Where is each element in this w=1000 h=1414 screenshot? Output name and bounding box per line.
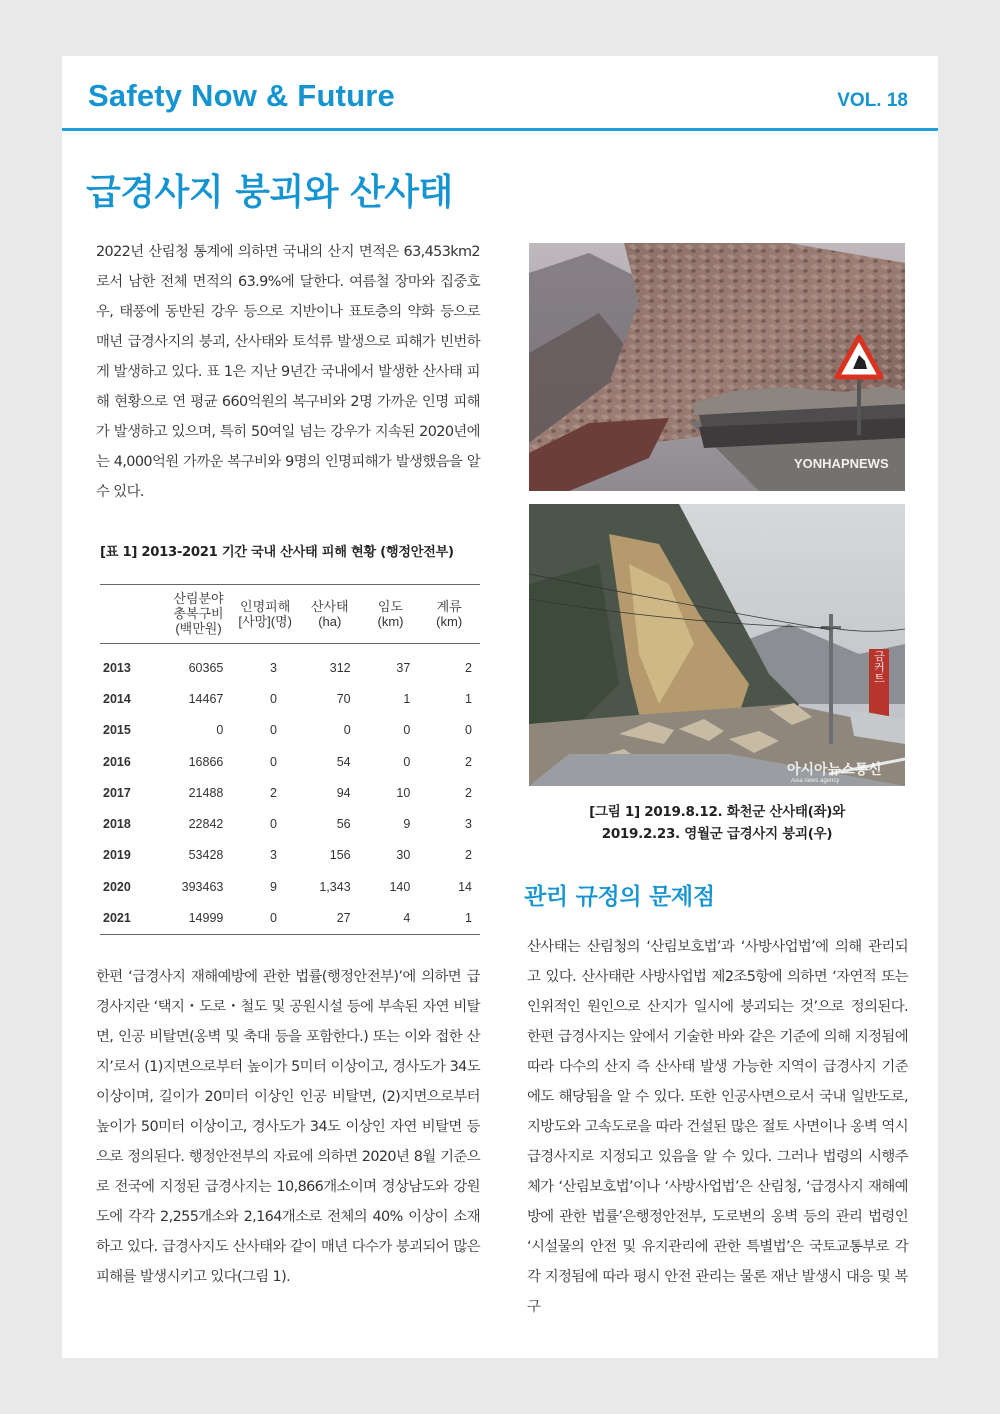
landslide-damage-table — [100, 584, 480, 935]
year-cell: 2014 — [103, 691, 131, 706]
table-header-row — [100, 585, 480, 644]
value-cell: 0 — [465, 723, 472, 738]
landslide-photo-hwacheon — [529, 243, 905, 491]
value-cell: 312 — [329, 660, 351, 675]
value-cell: 393463 — [181, 879, 224, 894]
value-cell: 3 — [269, 848, 277, 863]
value-cell: 94 — [336, 785, 351, 800]
asianews-watermark: 아시아뉴스통신 — [787, 762, 882, 778]
regulation-paragraph: 산사태는 산림청의 ‘산림보호법’과 ‘사방사업법’에 의해 관리되고 있다. 산사태란 사방사업법 제2조5항에 의하면 ‘자연적 또는 인위적인 원인으로 산지가 일시에 붕괴되는 것’으로 정의된다. 한편 급경사지는 앞에서 기술한 바와 같은 기준에 의해 지정됨에 따라 다수의 산지 즉 산사태 발생 가능한 지역이 급경사지 기준에도 해당됨을 알 수 있다. 또한 인공사면으로서 국내 일반도로, 지방도와 고속도로을 따라 건설된 많은 절토 사면이나 옹벽 역시 급경사지로 지정되고 있음을 알 수 있다. 그러나 법령의 시행주체가 ‘산림보호법’이나 ‘사방사업법’은 산림청, ‘급경사지 재해예방에 관한 법률’은행정안전부, 도로변의 옹벽 등의 관리 법령인 ‘시설물의 안전 및 유지관리에 관한 특별법’은 국토교통부로 각각 지정됨에 따라 평시 안전 관리는 물론 재난 발생시 대응 및 복구 — [527, 939, 908, 1315]
value-cell: 14 — [458, 879, 472, 894]
table-row — [100, 746, 480, 777]
value-cell: 3 — [269, 660, 277, 675]
value-cell: 22842 — [188, 817, 224, 832]
figure-caption-line2: 2019.2.23. 영월군 급경사지 붕괴(우) — [601, 826, 833, 842]
section-heading: 관리 규정의 문제점 — [524, 884, 715, 910]
value-cell: 1,343 — [319, 879, 351, 894]
slope-collapse-photo-yeongwol — [529, 504, 905, 786]
intro-paragraph: 2022년 산림청 통계에 의하면 국내의 산지 면적은 63,453km2로서 남한 전체 면적의 63.9%에 달한다. 여름철 장마와 집중호우, 태풍에 동반된 강우 등으로 지반이나 표토층의 약화 등으로 매년 급경사지의 붕괴, 산사태와 토석류 발생으로 피해가 빈번하게 발생하고 있다. 표 1은 지난 9년간 국내에서 발생한 산사태 피해 현황으로 연 평균 660억원의 복구비와 2명 가까운 인명 피해가 발생하고 있으며, 특히 50여일 넘는 강우가 지속된 2020년에는 4,000억원 가까운 복구비와 9명의 인명피해가 발생했음을 알 수 있다. — [96, 244, 480, 500]
value-cell: 1 — [403, 691, 411, 706]
asianews-watermark-sub: Asia news agency — [791, 778, 840, 784]
value-cell: 2 — [465, 660, 472, 675]
table-row — [100, 808, 480, 839]
value-cell: 2 — [269, 785, 277, 800]
table-row — [100, 871, 480, 902]
value-cell: 30 — [396, 848, 411, 863]
table-row — [100, 683, 480, 714]
header-text: 임도 (km) — [377, 598, 404, 629]
shop-sign-text: 금커트 — [872, 650, 886, 684]
value-cell: 60365 — [188, 660, 224, 675]
value-cell: 0 — [269, 817, 277, 832]
value-cell: 4 — [403, 911, 411, 926]
value-cell: 0 — [216, 723, 224, 738]
table-caption: [표 1] 2013-2021 기간 국내 산사태 피해 현황 (행정안전부) — [100, 545, 454, 560]
table-header-cell — [297, 585, 363, 644]
header-text: 인명피해 [사망](명) — [238, 598, 292, 629]
value-cell: 2 — [465, 754, 472, 769]
value-cell: 1 — [465, 911, 472, 926]
value-cell: 10 — [396, 785, 411, 800]
table-header-cell — [418, 585, 480, 644]
year-cell: 2015 — [103, 723, 131, 738]
year-cell: 2016 — [103, 754, 131, 769]
value-cell: 9 — [269, 879, 277, 894]
value-cell: 2 — [465, 848, 472, 863]
value-cell: 0 — [269, 691, 277, 706]
value-cell: 0 — [269, 911, 277, 926]
yonhap-watermark: YONHAPNEWS — [794, 456, 889, 471]
value-cell: 9 — [403, 817, 411, 832]
table-row — [100, 902, 480, 934]
value-cell: 14999 — [188, 911, 224, 926]
year-cell: 2018 — [103, 817, 131, 832]
document-page — [62, 56, 938, 1358]
header-text: 산사태 (ha) — [310, 598, 349, 629]
value-cell: 37 — [396, 660, 411, 675]
table-row — [100, 840, 480, 871]
table-header-cell — [100, 585, 164, 644]
header-text: 계류 (km) — [436, 598, 463, 629]
table-header-cell — [233, 585, 297, 644]
brand-title: Safety Now & Future — [88, 78, 395, 113]
year-cell: 2021 — [103, 911, 131, 926]
value-cell: 14467 — [188, 691, 224, 706]
value-cell: 21488 — [188, 785, 224, 800]
value-cell: 56 — [336, 817, 351, 832]
table-row — [100, 644, 480, 684]
value-cell: 0 — [269, 723, 277, 738]
volume-number: VOL. 18 — [837, 90, 908, 111]
table-body — [100, 644, 480, 935]
value-cell: 2 — [465, 785, 472, 800]
value-cell: 140 — [389, 879, 411, 894]
table-row — [100, 777, 480, 808]
value-cell: 1 — [465, 691, 472, 706]
article-title: 급경사지 붕괴와 산사태 — [86, 172, 453, 213]
table-row — [100, 715, 480, 746]
table-header-cell — [363, 585, 419, 644]
header-text: 산림분야 총복구비 (백만원) — [173, 591, 224, 636]
value-cell: 16866 — [188, 754, 224, 769]
value-cell: 54 — [336, 754, 351, 769]
value-cell: 0 — [403, 723, 411, 738]
year-cell: 2020 — [103, 879, 131, 894]
value-cell: 53428 — [188, 848, 224, 863]
value-cell: 27 — [336, 911, 351, 926]
page-header — [62, 56, 938, 131]
year-cell: 2017 — [103, 785, 131, 800]
value-cell: 0 — [343, 723, 351, 738]
value-cell: 3 — [465, 817, 472, 832]
year-cell: 2013 — [103, 660, 131, 675]
value-cell: 0 — [403, 754, 411, 769]
table-header-cell — [164, 585, 234, 644]
figure-caption — [529, 801, 905, 845]
value-cell: 156 — [329, 848, 351, 863]
year-cell: 2019 — [103, 848, 131, 863]
value-cell: 70 — [336, 691, 351, 706]
value-cell: 0 — [269, 754, 277, 769]
figure-caption-line1: [그림 1] 2019.8.12. 화천군 산사태(좌)와 — [589, 804, 845, 820]
definition-paragraph: 한편 ‘급경사지 재해예방에 관한 법률(행정안전부)’에 의하면 급경사지란 ‘택지・도로・철도 및 공원시설 등에 부속된 자연 비탈면, 인공 비탈면(옹벽 및 축대 등을 포함한다.) 또는 이와 접한 산지’로서 (1)지면으로부터 높이가 5미터 이상이고, 경사도가 34도 이상이며, 길이가 20미터 이상인 인공 비탈면, (2)지면으로부터 높이가 50미터 이상이고, 경사도가 34도 이상인 자연 비탈면 등으로 정의된다. 행정안전부의 자료에 의하면 2020년 8월 기준으로 전국에 지정된 급경사지는 10,866개소이며 경상남도와 강원도에 각각 2,255개소와 2,164개소로 전체의 40% 이상이 소재하고 있다. 급경사지도 산사태와 같이 매년 다수가 붕괴되어 많은 피해를 발생시키고 있다(그림 1). — [96, 969, 480, 1285]
